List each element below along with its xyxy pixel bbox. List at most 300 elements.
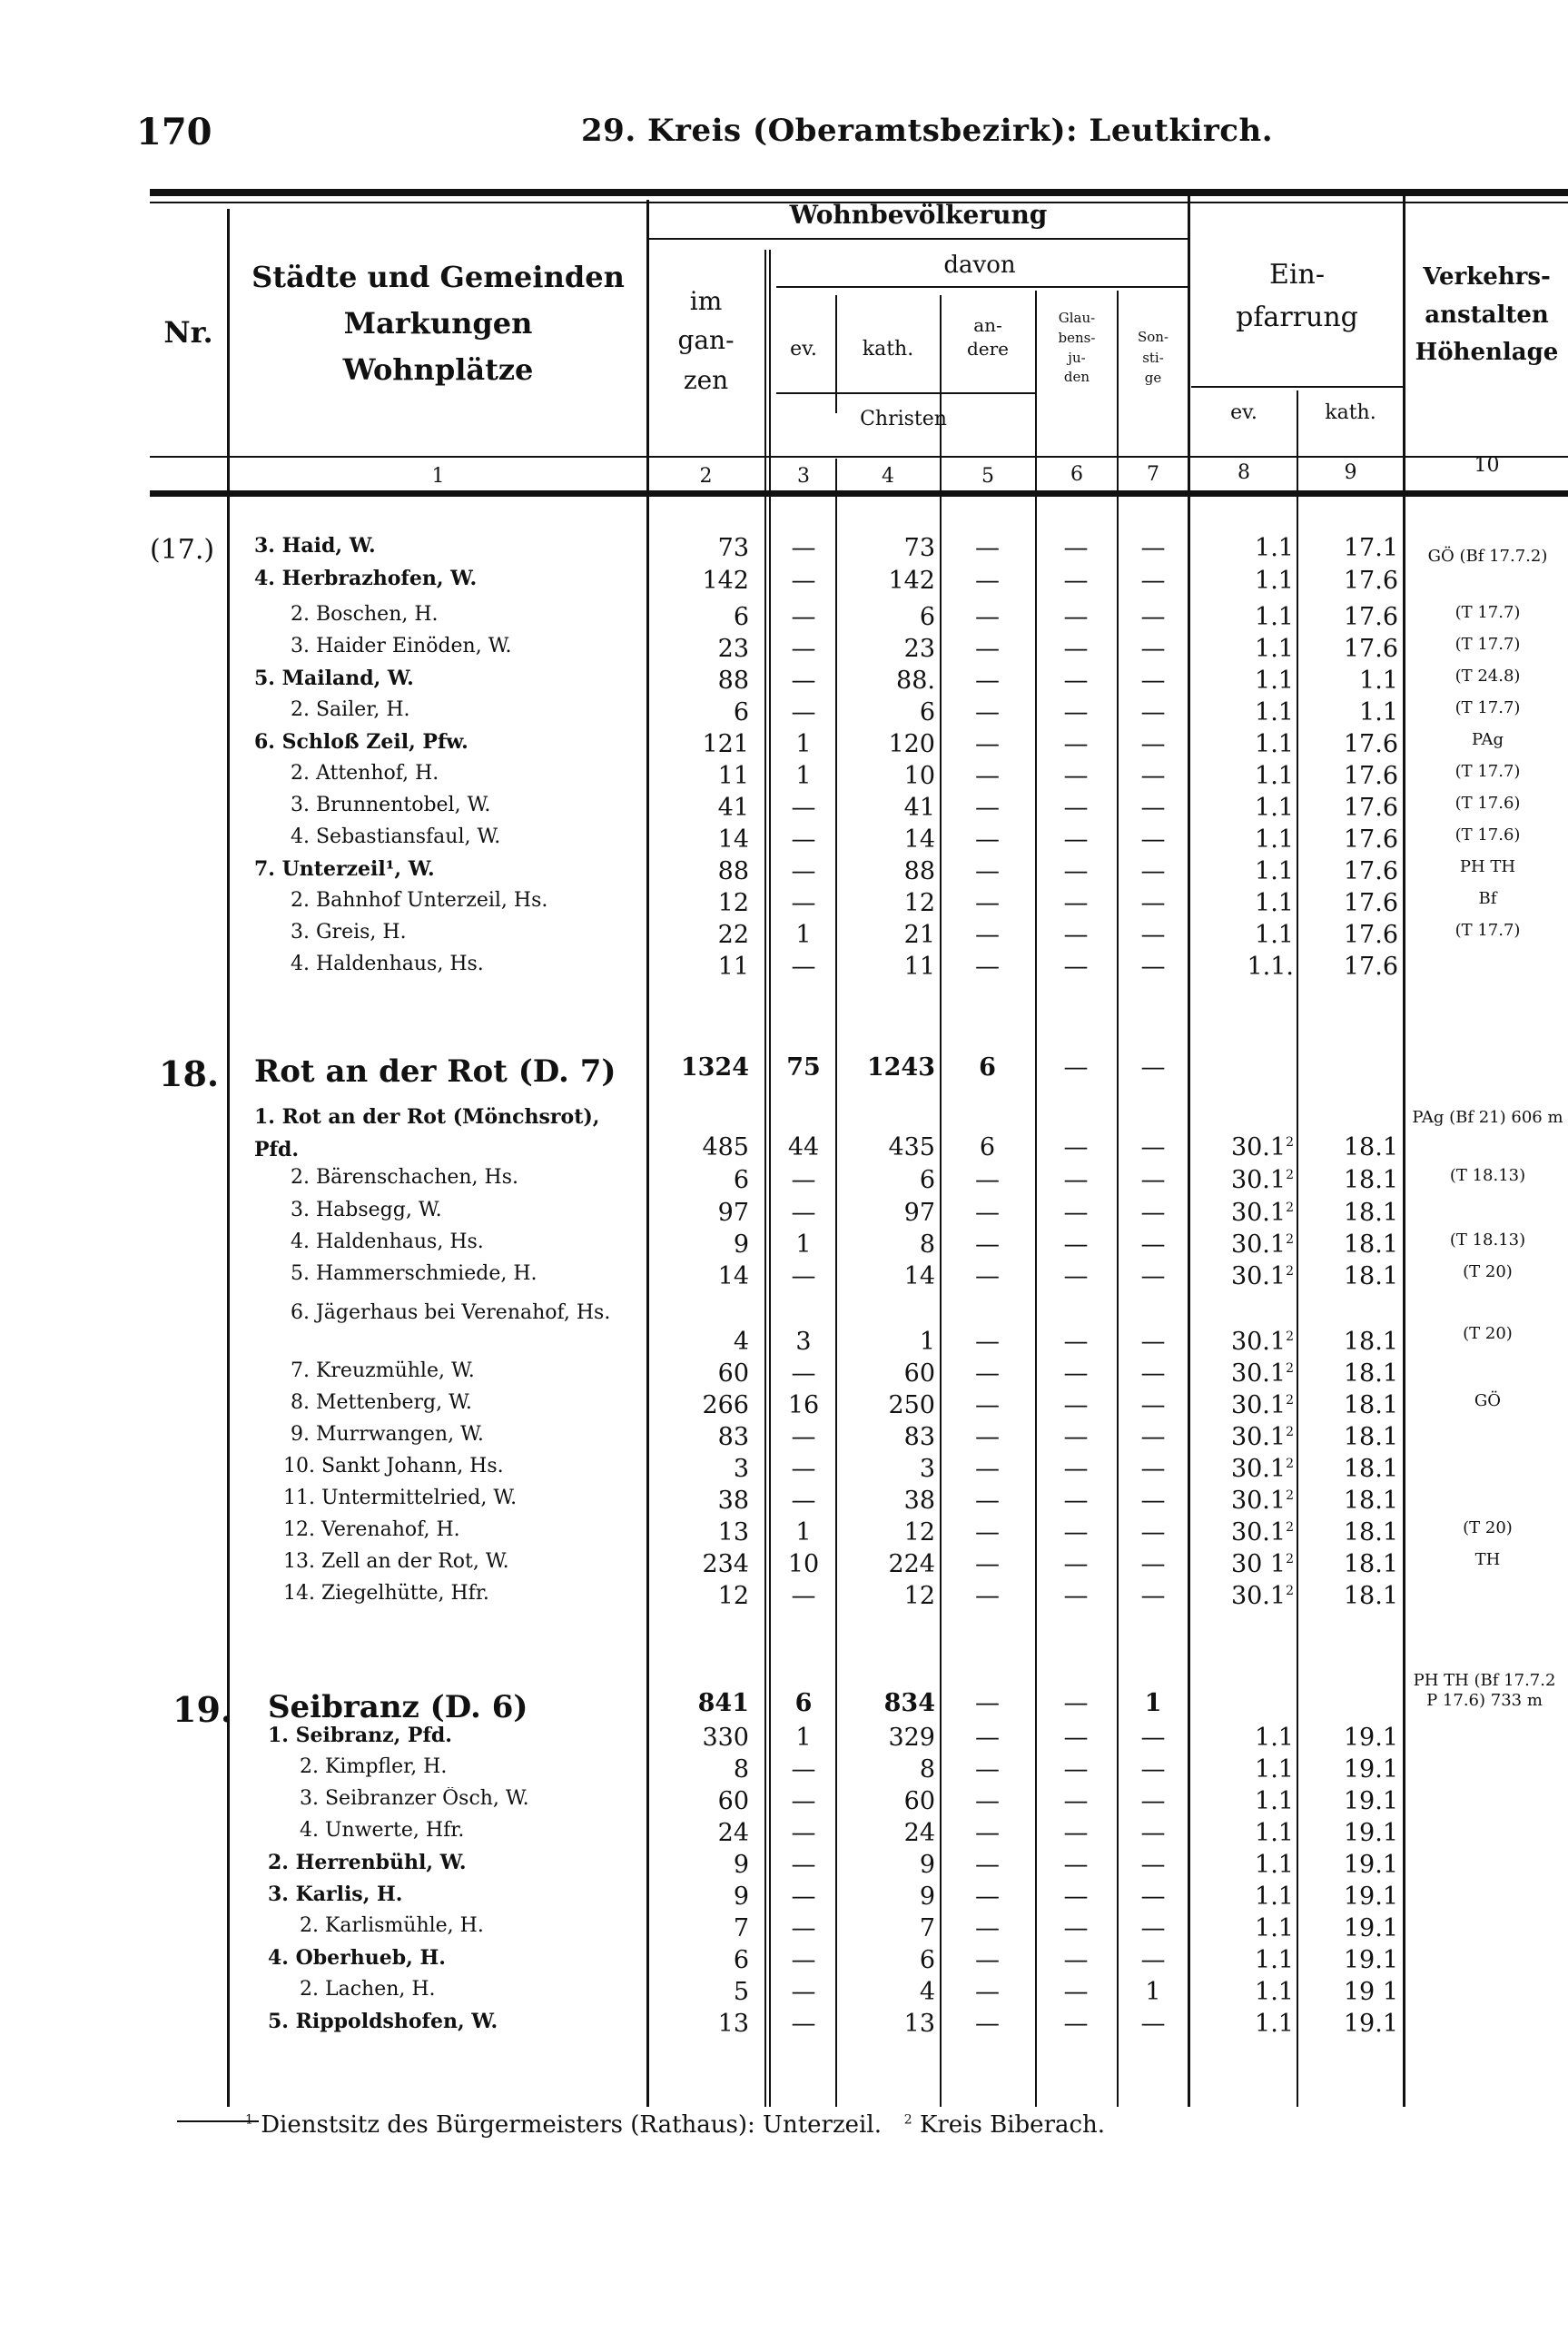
table-row: [0, 1787, 1568, 1820]
pf-ev-value: 30.1: [1230, 1391, 1287, 1419]
cell-andere: —: [975, 1423, 1000, 1451]
cell-ev: 1: [795, 1724, 812, 1752]
cell-ev: —: [791, 635, 816, 663]
header-kath: kath.: [862, 338, 914, 361]
cell-kath: 73: [903, 534, 935, 562]
row-name: 4. Sebastiansfaul, W.: [291, 825, 501, 848]
table-row: [0, 1359, 1568, 1392]
cell-sonst: —: [1140, 1391, 1166, 1419]
cell-verkehr: PAg (Bf 21) 606 m: [1412, 1108, 1563, 1127]
cell-sonst: —: [1140, 857, 1166, 885]
footnote-ref-2: 2: [1286, 1520, 1294, 1535]
table-row: [0, 667, 1568, 699]
cell-verkehr: GÖ: [1474, 1391, 1502, 1410]
cell-pf-ev: [1198, 1391, 1294, 1419]
row-name: 3. Habsegg, W.: [291, 1199, 442, 1221]
cell-sonst: —: [1140, 1199, 1166, 1227]
cell-andere: —: [975, 889, 1000, 917]
cell-pf-kath: 19.1: [1343, 1851, 1398, 1879]
cell-andere: —: [975, 567, 1000, 595]
footnote-ref-2: 2: [1286, 1361, 1294, 1376]
cell-verkehr: GÖ (Bf 17.7.2): [1427, 547, 1548, 566]
cell-juden: —: [1063, 635, 1089, 663]
header-einpfarrung: [1191, 254, 1403, 339]
table-row: [0, 1914, 1568, 1947]
cell-kath: 14: [903, 825, 935, 854]
cell-total: 1324: [680, 1053, 749, 1082]
cell-pf-ev: 1.1: [1255, 1946, 1294, 1974]
cell-total: 234: [702, 1550, 749, 1578]
pf-ev-value: 30.1: [1230, 1487, 1287, 1515]
table-row: [0, 698, 1568, 731]
cell-sonst: 1: [1144, 1689, 1162, 1717]
row-name: 2. Herrenbühl, W.: [268, 1851, 467, 1874]
cell-ev: 1: [795, 1230, 812, 1259]
cell-andere: —: [975, 1199, 1000, 1227]
row-name: 14. Ziegelhütte, Hfr.: [283, 1582, 489, 1605]
cell-verkehr: (T 17.6): [1455, 794, 1521, 813]
pf-ev-value: 30.1: [1230, 1423, 1287, 1451]
row-name: 3. Haid, W.: [254, 534, 376, 558]
cell-ev: —: [791, 1755, 816, 1784]
cell-andere: —: [975, 1328, 1000, 1356]
row-name: 2. Sailer, H.: [291, 698, 410, 721]
table-row: [0, 2010, 1568, 2042]
page-title: 29. Kreis (Oberamtsbezirk): Leutkirch.: [581, 113, 1274, 149]
cell-kath: 250: [888, 1391, 935, 1419]
cell-juden: —: [1063, 1755, 1089, 1784]
cell-andere: —: [975, 603, 1000, 631]
cell-sonst: —: [1140, 1724, 1166, 1752]
cell-pf-kath: 17.6: [1343, 921, 1398, 949]
cell-andere: —: [975, 1689, 1000, 1717]
cell-kath: 9: [919, 1851, 935, 1879]
cell-pf-kath: 1.1: [1359, 667, 1398, 695]
cell-andere: —: [975, 1914, 1000, 1942]
cell-kath: 9: [919, 1883, 935, 1911]
cell-pf-kath: 19.1: [1343, 1755, 1398, 1784]
colnum-7: 7: [1147, 463, 1159, 486]
cell-total: 9: [733, 1883, 749, 1911]
cell-pf-kath: 19.1: [1343, 1883, 1398, 1911]
cell-kath: 834: [883, 1689, 935, 1717]
cell-juden: —: [1063, 1455, 1089, 1483]
cell-ev: —: [791, 1423, 816, 1451]
cell-andere: —: [975, 857, 1000, 885]
cell-pf-ev: 1.1: [1255, 667, 1294, 695]
cell-pf-ev: 1.1: [1255, 794, 1294, 822]
cell-andere: 6: [979, 1133, 996, 1161]
header-names-line2: Markungen: [343, 306, 533, 341]
header-names-line1: Städte und Gemeinden: [251, 260, 625, 294]
cell-total: 83: [717, 1423, 749, 1451]
cell-sonst: 1: [1145, 1978, 1161, 2006]
table-row: [0, 1518, 1568, 1551]
table-row: [0, 635, 1568, 667]
cell-total: 97: [717, 1199, 749, 1227]
cell-sonst: —: [1140, 534, 1166, 562]
row-name: 3. Brunnentobel, W.: [291, 794, 491, 816]
row-name: 2. Bahnhof Unterzeil, Hs.: [291, 889, 548, 912]
row-name: 3. Seibranzer Ösch, W.: [300, 1787, 529, 1810]
cell-juden: —: [1063, 1262, 1089, 1290]
cell-ev: —: [791, 1819, 816, 1847]
cell-sonst: —: [1140, 1946, 1166, 1974]
cell-juden: —: [1063, 762, 1089, 790]
cell-juden: —: [1063, 1423, 1089, 1451]
cell-total: 9: [733, 1230, 749, 1259]
cell-sonst: —: [1140, 1230, 1166, 1259]
cell-sonst: —: [1140, 1851, 1166, 1879]
cell-verkehr: (T 24.8): [1455, 667, 1521, 686]
cell-pf-ev: 1.1: [1255, 534, 1294, 562]
cell-pf-kath: 18.1: [1343, 1518, 1398, 1547]
table-row: [0, 1297, 1568, 1362]
cell-ev: —: [791, 1487, 816, 1515]
table-row: [0, 794, 1568, 826]
colnum-1: 1: [431, 465, 445, 488]
cell-sonst: —: [1140, 953, 1166, 981]
cell-verkehr: (T 18.13): [1449, 1166, 1526, 1185]
cell-sonst: —: [1140, 921, 1166, 949]
cell-total: 14: [717, 825, 749, 854]
row-name: 4. Haldenhaus, Hs.: [291, 1230, 484, 1253]
pf-ev-value: 30.1: [1230, 1328, 1287, 1356]
footnote-ref-2: 2: [1286, 1584, 1294, 1598]
cell-total: 485: [702, 1133, 749, 1161]
cell-pf-kath: 18.1: [1343, 1550, 1398, 1578]
table-row: [0, 1455, 1568, 1487]
cell-total: 23: [717, 635, 749, 663]
cell-pf-ev: [1198, 1230, 1294, 1259]
cell-kath: 88: [903, 857, 935, 885]
cell-ev: —: [791, 825, 816, 854]
cell-andere: —: [975, 1883, 1000, 1911]
cell-pf-ev: [1198, 1262, 1294, 1290]
table-row: [0, 1724, 1568, 1756]
table-row: [0, 730, 1568, 763]
header-andere-1: an-: [973, 314, 1002, 336]
cell-andere: —: [975, 698, 1000, 726]
row-name: 2. Karlismühle, H.: [300, 1914, 484, 1937]
cell-andere: —: [975, 794, 1000, 822]
cell-verkehr: (T 20): [1463, 1518, 1513, 1537]
cell-total: 13: [717, 2010, 749, 2038]
header-gj-4: den: [1063, 369, 1090, 386]
cell-sonst: —: [1140, 1133, 1166, 1161]
cell-sonst: —: [1140, 1328, 1166, 1356]
footnote-1-mark: 1: [245, 2112, 253, 2128]
cell-ev: —: [791, 1455, 816, 1483]
cell-andere: —: [975, 1819, 1000, 1847]
cell-total: 11: [717, 953, 749, 981]
footnote-ref-2: 2: [1286, 1488, 1294, 1503]
cell-ev: —: [791, 857, 816, 885]
colnum-3: 3: [797, 465, 810, 488]
cell-sonst: —: [1140, 1883, 1166, 1911]
cell-pf-kath: 19.1: [1343, 1787, 1398, 1815]
cell-sonst: —: [1140, 1755, 1166, 1784]
cell-total: 3: [733, 1455, 749, 1483]
cell-total: 4: [733, 1328, 749, 1356]
row-name: 2. Bärenschachen, Hs.: [291, 1166, 519, 1189]
header-im-ganzen-1: im: [689, 286, 723, 316]
cell-juden: —: [1063, 1487, 1089, 1515]
row-name: 6. Schloß Zeil, Pfw.: [254, 730, 468, 754]
cell-ev: —: [791, 1262, 816, 1290]
cell-ev: —: [791, 1883, 816, 1911]
cell-juden: —: [1063, 1582, 1089, 1610]
cell-kath: 6: [919, 1166, 935, 1194]
footnote-ref-2: 2: [1286, 1552, 1294, 1566]
cell-kath: 12: [903, 1582, 935, 1610]
row-name: 2. Kimpfler, H.: [300, 1755, 448, 1778]
cell-juden: —: [1063, 1053, 1089, 1082]
cell-pf-ev: 1.1: [1255, 1914, 1294, 1942]
rule-above-colnums: [150, 456, 1568, 458]
cell-pf-ev: [1198, 1199, 1294, 1227]
header-einpf-2: pfarrung: [1236, 301, 1358, 333]
header-verkehr: [1405, 259, 1568, 372]
cell-ev: 6: [794, 1689, 813, 1717]
colnum-4: 4: [882, 465, 894, 488]
cell-verkehr: (T 17.6): [1455, 825, 1521, 845]
cell-pf-kath: 18.1: [1343, 1391, 1398, 1419]
cell-verkehr: (T 17.7): [1455, 603, 1521, 622]
cell-pf-ev: 1.1: [1255, 1787, 1294, 1815]
header-einpf-ev: ev.: [1230, 401, 1257, 424]
cell-ev: —: [791, 698, 816, 726]
table-row: [0, 1550, 1568, 1583]
cell-andere: 6: [979, 1053, 996, 1082]
row-name: 5. Rippoldshofen, W.: [268, 2010, 498, 2033]
row-name: 7. Kreuzmühle, W.: [291, 1359, 475, 1382]
cell-kath: 24: [903, 1819, 935, 1847]
cell-kath: 12: [903, 1518, 935, 1547]
cell-sonst: —: [1140, 730, 1166, 758]
table-row: [0, 953, 1568, 985]
header-sonst-3: ge: [1144, 370, 1162, 386]
cell-andere: —: [975, 825, 1000, 854]
cell-pf-kath: 17.6: [1343, 603, 1398, 631]
cell-juden: —: [1063, 1946, 1089, 1974]
row-name: 1. Rot an der Rot (Mönchsrot), Pfd.: [254, 1105, 600, 1161]
cell-verkehr: PH TH: [1459, 857, 1516, 876]
cell-total: 6: [733, 1166, 749, 1194]
colnum-9: 9: [1344, 461, 1357, 484]
header-gj-2: bens-: [1058, 329, 1096, 346]
cell-ev: 75: [786, 1053, 821, 1082]
cell-andere: —: [975, 1946, 1000, 1974]
cell-pf-ev: [1198, 1550, 1294, 1578]
header-glaubensjuden: [1037, 309, 1117, 388]
table-row: [0, 1166, 1568, 1199]
cell-pf-ev: 1.1: [1255, 1819, 1294, 1847]
cell-total: 88: [717, 857, 749, 885]
cell-kath: 38: [903, 1487, 935, 1515]
table-row: [0, 1819, 1568, 1852]
cell-total: 5: [733, 1978, 749, 2006]
colnum-2: 2: [699, 465, 713, 488]
cell-pf-ev: 1.1: [1255, 857, 1294, 885]
cell-juden: —: [1063, 534, 1089, 562]
section-17-nr: (17.): [150, 534, 215, 566]
cell-sonst: —: [1140, 1550, 1166, 1578]
cell-total: 12: [717, 1582, 749, 1610]
cell-juden: —: [1063, 1518, 1089, 1547]
row-name: 13. Zell an der Rot, W.: [283, 1550, 509, 1573]
cell-sonst: —: [1140, 2010, 1166, 2038]
cell-sonst: —: [1140, 603, 1166, 631]
cell-pf-kath: 19 1: [1343, 1978, 1398, 2006]
cell-pf-ev: 1.1: [1255, 698, 1294, 726]
section-head-name: Seibranz (D. 6): [268, 1689, 528, 1725]
cell-total: 88: [717, 667, 749, 695]
cell-sonst: —: [1140, 1423, 1166, 1451]
row-name: 12. Verenahof, H.: [283, 1518, 460, 1541]
cell-pf-ev: [1198, 1455, 1294, 1483]
header-sonstige: [1119, 327, 1188, 389]
cell-kath: 224: [888, 1550, 935, 1578]
table-row: [0, 1262, 1568, 1295]
footnote-ref-2: 2: [1286, 1329, 1294, 1344]
table-row: [0, 1391, 1568, 1424]
cell-sonst: —: [1140, 889, 1166, 917]
cell-total: 22: [717, 921, 749, 949]
row-name: 2. Attenhof, H.: [291, 762, 439, 785]
pf-ev-value: 30.1: [1230, 1262, 1287, 1290]
cell-pf-kath: 18.1: [1343, 1359, 1398, 1388]
cell-verkehr: PAg: [1472, 730, 1504, 749]
cell-ev: —: [791, 1851, 816, 1879]
cell-andere: —: [975, 1487, 1000, 1515]
row-name: 7. Unterzeil¹, W.: [254, 857, 435, 881]
cell-sonst: —: [1140, 1455, 1166, 1483]
cell-andere: —: [975, 921, 1000, 949]
header-einpf-kath: kath.: [1325, 401, 1376, 424]
cell-andere: —: [975, 534, 1000, 562]
cell-ev: 1: [795, 921, 812, 949]
row-name: 11. Untermittelried, W.: [283, 1487, 518, 1509]
row-name: 4. Haldenhaus, Hs.: [291, 953, 484, 975]
row-name: 5. Hammerschmiede, H.: [291, 1262, 537, 1285]
pf-ev-value: 30.1: [1230, 1133, 1287, 1161]
cell-kath: 14: [903, 1262, 935, 1290]
cell-ev: —: [791, 1166, 816, 1194]
table-row: [0, 1582, 1568, 1615]
cell-juden: —: [1063, 730, 1089, 758]
header-gj-3: ju-: [1068, 349, 1086, 366]
cell-juden: —: [1063, 603, 1089, 631]
cell-andere: —: [975, 2010, 1000, 2038]
cell-total: 24: [717, 1819, 749, 1847]
table-row: [0, 921, 1568, 954]
cell-kath: 120: [888, 730, 935, 758]
cell-juden: —: [1063, 889, 1089, 917]
header-sonst-2: sti-: [1142, 349, 1164, 366]
header-ev: ev.: [790, 338, 817, 361]
cell-juden: —: [1063, 667, 1089, 695]
cell-ev: —: [791, 1787, 816, 1815]
table-row: [0, 1946, 1568, 1979]
cell-pf-ev: [1198, 1166, 1294, 1194]
rule-below-colnums: [150, 490, 1568, 497]
header-gj-1: Glau-: [1058, 310, 1096, 326]
cell-total: 73: [717, 534, 749, 562]
cell-juden: —: [1063, 1978, 1089, 2006]
footnote-2-text: Kreis Biberach.: [919, 2111, 1106, 2139]
header-verkehr-2: anstalten: [1425, 301, 1549, 329]
cell-total: 266: [702, 1391, 749, 1419]
cell-andere: —: [975, 635, 1000, 663]
cell-ev: —: [791, 1359, 816, 1388]
header-im-ganzen: [649, 282, 763, 400]
cell-juden: —: [1063, 1851, 1089, 1879]
pf-ev-value: 30.1: [1230, 1166, 1287, 1194]
cell-pf-kath: 17.6: [1343, 889, 1398, 917]
cell-pf-ev: 1.1: [1255, 889, 1294, 917]
cell-juden: —: [1063, 1550, 1089, 1578]
cell-ev: —: [791, 1582, 816, 1610]
cell-kath: 60: [903, 1787, 935, 1815]
cell-andere: —: [975, 1262, 1000, 1290]
cell-total: 142: [702, 567, 749, 595]
row-name: 2. Lachen, H.: [300, 1978, 436, 2001]
cell-kath: 6: [919, 1946, 935, 1974]
row-name: 9. Murrwangen, W.: [291, 1423, 484, 1446]
cell-pf-ev: 1.1: [1255, 2010, 1294, 2038]
header-christen: Christen: [860, 408, 947, 430]
section-18-nr: 18.: [159, 1053, 220, 1094]
section-19-nr: 19.: [173, 1689, 233, 1730]
row-name: 5. Mailand, W.: [254, 667, 414, 690]
cell-ev: 1: [795, 730, 812, 758]
cell-verkehr: (T 20): [1463, 1324, 1513, 1343]
cell-sonst: —: [1140, 1787, 1166, 1815]
cell-kath: 13: [903, 2010, 935, 2038]
cell-ev: —: [791, 1199, 816, 1227]
cell-pf-kath: 18.1: [1343, 1455, 1398, 1483]
cell-pf-kath: 17.6: [1343, 567, 1398, 595]
page-number: 170: [136, 111, 212, 153]
cell-sonst: —: [1140, 635, 1166, 663]
row-name: 4. Unwerte, Hfr.: [300, 1819, 465, 1842]
row-name: 4. Herbrazhofen, W.: [254, 567, 478, 590]
cell-ev: 10: [787, 1550, 820, 1578]
pf-ev-value: 30.1: [1230, 1518, 1287, 1547]
row-name: 8. Mettenberg, W.: [291, 1391, 472, 1414]
cell-sonst: —: [1140, 1359, 1166, 1388]
cell-kath: 7: [919, 1914, 935, 1942]
cell-ev: —: [791, 1978, 816, 2006]
cell-ev: —: [791, 667, 816, 695]
cell-ev: —: [791, 1946, 816, 1974]
cell-total: 841: [697, 1689, 749, 1717]
cell-sonst: —: [1140, 1819, 1166, 1847]
colnum-5: 5: [981, 465, 994, 488]
cell-pf-kath: 18.1: [1343, 1423, 1398, 1451]
cell-pf-kath: 18.1: [1343, 1166, 1398, 1194]
cell-andere: —: [975, 1230, 1000, 1259]
cell-kath: 21: [903, 921, 935, 949]
cell-sonst: —: [1140, 825, 1166, 854]
footnote-ref-2: 2: [1286, 1135, 1294, 1150]
cell-sonst: —: [1140, 762, 1166, 790]
cell-juden: —: [1063, 1328, 1089, 1356]
cell-pf-kath: 19.1: [1343, 2010, 1398, 2038]
footnote-ref-2: 2: [1286, 1457, 1294, 1471]
cell-andere: —: [975, 1755, 1000, 1784]
